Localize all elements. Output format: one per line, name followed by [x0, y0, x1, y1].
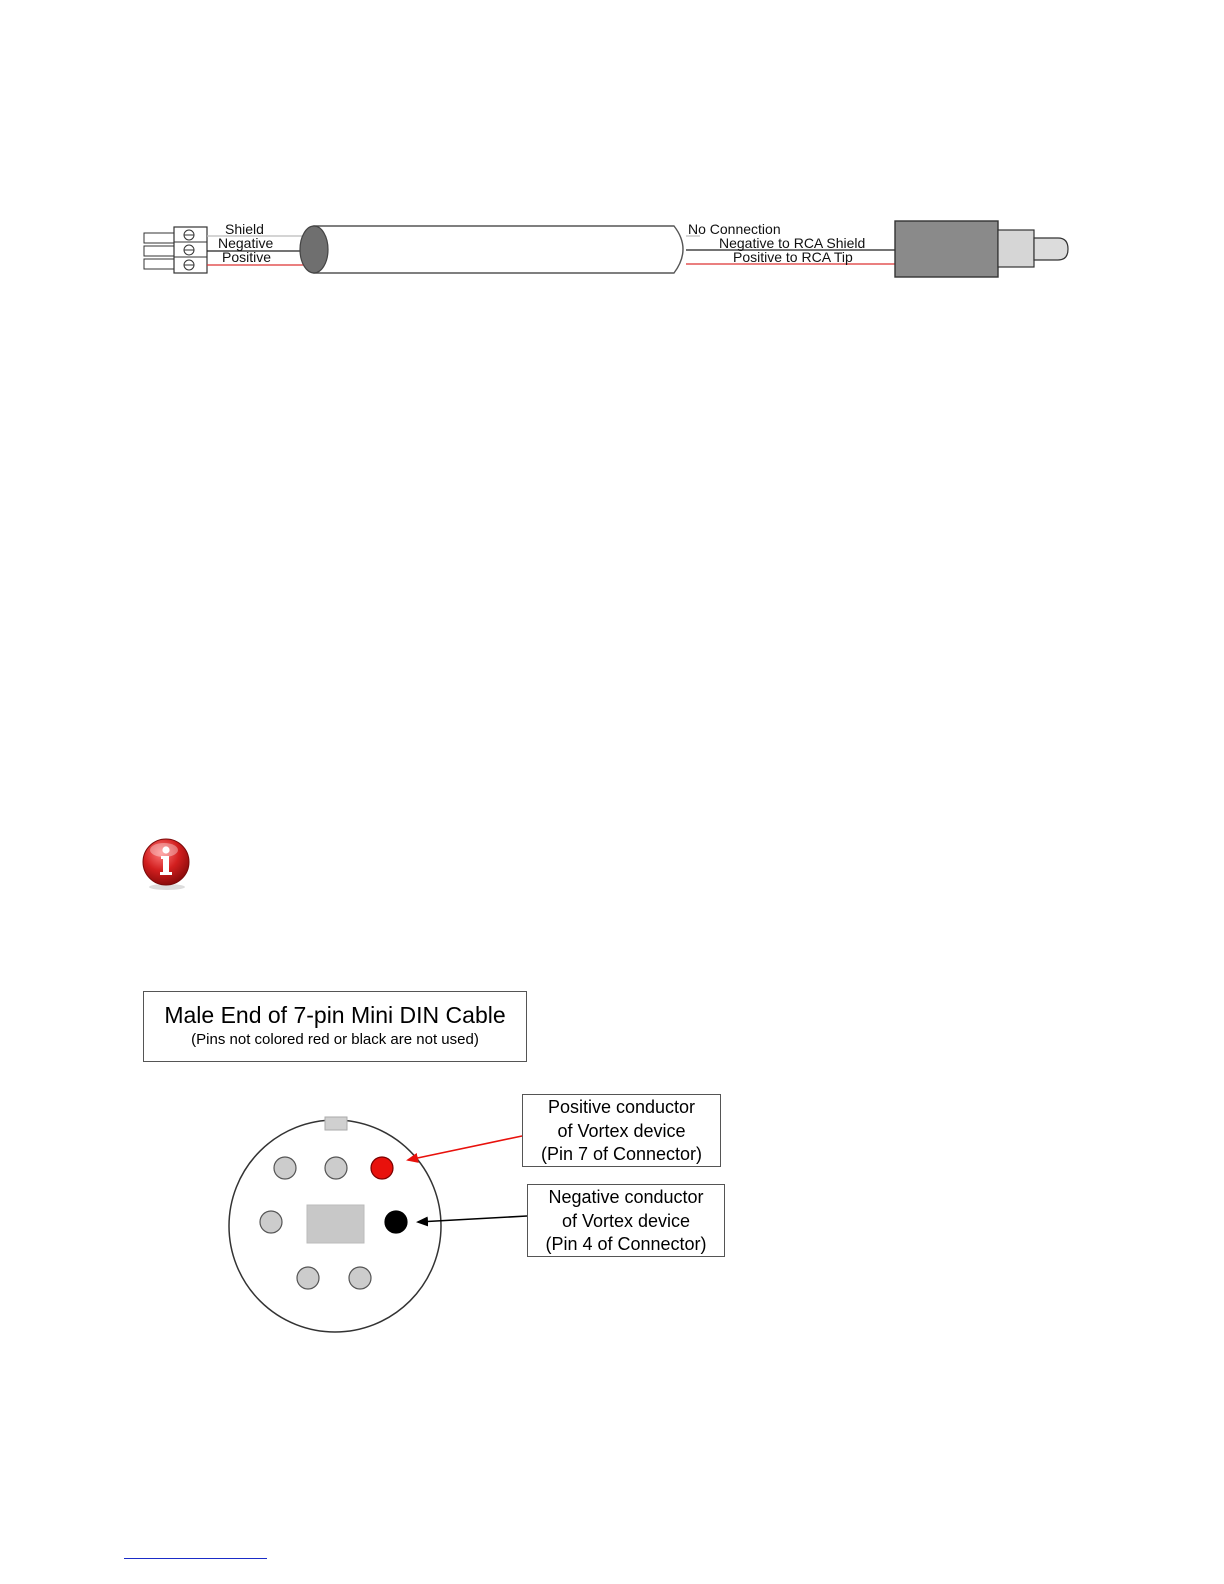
- din-pin-4-negative: [385, 1211, 407, 1233]
- din-pin-unused: [274, 1157, 296, 1179]
- callout-line: of Vortex device: [557, 1120, 686, 1141]
- shield-label: Shield: [225, 221, 264, 237]
- positive-label: Positive: [222, 249, 272, 265]
- din-pin-unused: [260, 1211, 282, 1233]
- no-connection-label: No Connection: [688, 221, 781, 237]
- negative-conductor-callout: [527, 1184, 725, 1257]
- din-pin-7-positive: [371, 1157, 393, 1179]
- din-pin-unused: [297, 1267, 319, 1289]
- rca-shield-label: Negative to RCA Shield: [719, 235, 866, 251]
- din-center-key: [307, 1205, 364, 1243]
- positive-arrow: [408, 1136, 522, 1160]
- terminal-block: [144, 227, 207, 273]
- footnote-separator: [124, 1558, 267, 1559]
- din-pin-unused: [349, 1267, 371, 1289]
- din-subtitle: (Pins not colored red or black are not used): [191, 1031, 479, 1048]
- callout-line: Negative conductor: [548, 1187, 704, 1207]
- din-title: Male End of 7-pin Mini DIN Cable: [164, 1002, 506, 1028]
- din-title-box: [143, 991, 527, 1062]
- cable-wiring-diagram: [0, 0, 1224, 320]
- din-key-notch: [325, 1117, 347, 1130]
- info-icon: [140, 838, 194, 892]
- rca-connector: [895, 221, 1068, 277]
- rca-tip-label: Positive to RCA Tip: [733, 249, 853, 265]
- callout-line: (Pin 4 of Connector): [545, 1234, 707, 1254]
- din-pin-unused: [325, 1157, 347, 1179]
- cable-body: [314, 226, 683, 273]
- negative-label: Negative: [218, 235, 274, 251]
- positive-conductor-callout: [522, 1094, 721, 1167]
- cable-end: [300, 226, 328, 273]
- callout-line: (Pin 7 of Connector): [540, 1144, 703, 1164]
- callout-line: Positive conductor: [547, 1097, 696, 1117]
- callout-line: of Vortex device: [561, 1210, 691, 1231]
